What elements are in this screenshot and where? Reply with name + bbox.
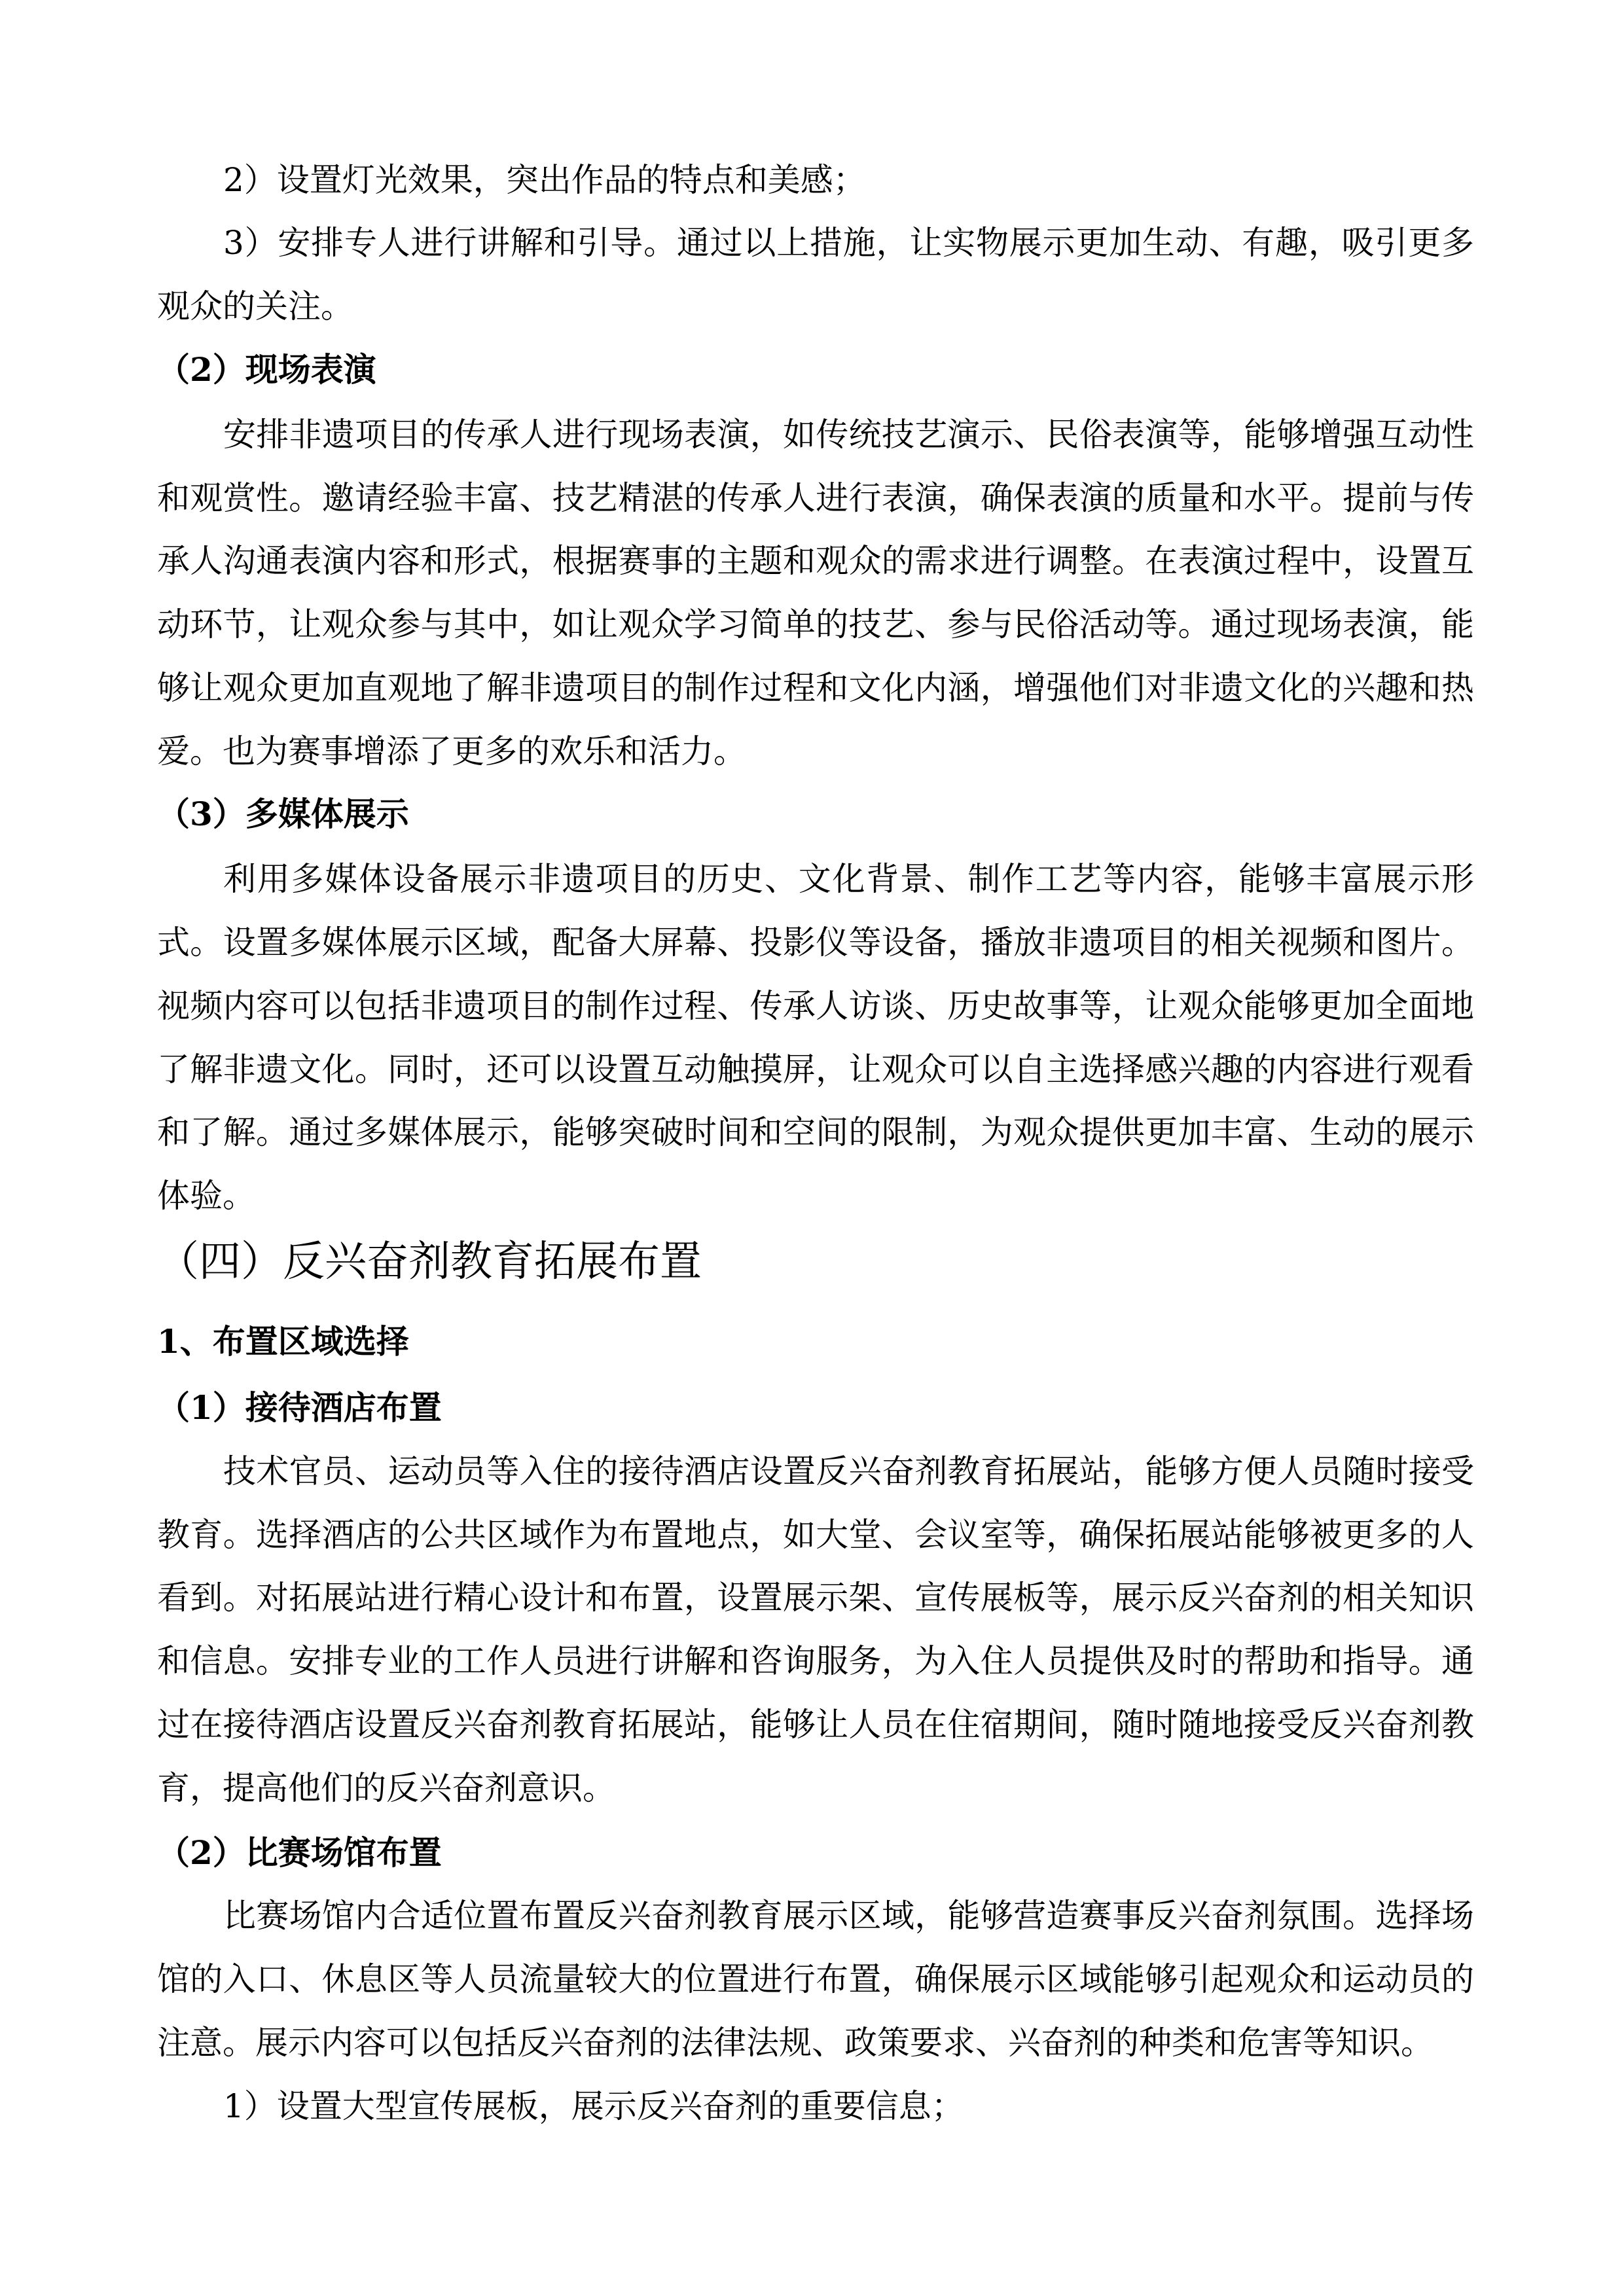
subsection-heading: （3）多媒体展示 bbox=[157, 795, 409, 833]
subsection-title: 1、布置区域选择 bbox=[157, 1322, 409, 1361]
paragraph-line: 爱。也为赛事增添了更多的欢乐和活力。 bbox=[157, 732, 746, 770]
paragraph-line: 注意。展示内容可以包括反兴奋剂的法律法规、政策要求、兴奋剂的种类和危害等知识。 bbox=[157, 2024, 1434, 2062]
paragraph-line: 3）安排专人进行讲解和引导。通过以上措施，让实物展示更加生动、有趣，吸引更多 bbox=[223, 224, 1474, 262]
paragraph-line: 和了解。通过多媒体展示，能够突破时间和空间的限制，为观众提供更加丰富、生动的展示 bbox=[157, 1113, 1474, 1151]
paragraph-line: 教育。选择酒店的公共区域作为布置地点，如大堂、会议室等，确保拓展站能够被更多的人 bbox=[157, 1516, 1474, 1554]
paragraph-line: 动环节，让观众参与其中，如让观众学习简单的技艺、参与民俗活动等。通过现场表演，能 bbox=[157, 605, 1474, 643]
paragraph-line: 和信息。安排专业的工作人员进行讲解和咨询服务，为入住人员提供及时的帮助和指导。通 bbox=[157, 1642, 1474, 1680]
paragraph-line: 安排非遗项目的传承人进行现场表演，如传统技艺演示、民俗表演等，能够增强互动性 bbox=[223, 416, 1474, 454]
paragraph-line: 了解非遗文化。同时，还可以设置互动触摸屏，让观众可以自主选择感兴趣的内容进行观看 bbox=[157, 1050, 1474, 1088]
paragraph-line: 式。设置多媒体展示区域，配备大屏幕、投影仪等设备，播放非遗项目的相关视频和图片。 bbox=[157, 924, 1474, 961]
paragraph-line: 视频内容可以包括非遗项目的制作过程、传承人访谈、历史故事等，让观众能够更加全面地 bbox=[157, 987, 1474, 1025]
subsection-heading: （1）接待酒店布置 bbox=[157, 1388, 442, 1427]
paragraph-line: 2）设置灯光效果，突出作品的特点和美感； bbox=[223, 161, 866, 199]
paragraph-line: 和观赏性。邀请经验丰富、技艺精湛的传承人进行表演，确保表演的质量和水平。提前与传 bbox=[157, 479, 1474, 517]
paragraph-line: 育，提高他们的反兴奋剂意识。 bbox=[157, 1769, 615, 1807]
paragraph-line: 够让观众更加直观地了解非遗项目的制作过程和文化内涵，增强他们对非遗文化的兴趣和热 bbox=[157, 669, 1474, 707]
paragraph-line: 利用多媒体设备展示非遗项目的历史、文化背景、制作工艺等内容，能够丰富展示形 bbox=[223, 860, 1474, 898]
subsection-heading: （2）现场表演 bbox=[157, 350, 376, 389]
section-heading: （四）反兴奋剂教育拓展布置 bbox=[157, 1238, 702, 1286]
paragraph-line: 看到。对拓展站进行精心设计和布置，设置展示架、宣传展板等，展示反兴奋剂的相关知识 bbox=[157, 1579, 1474, 1617]
paragraph-line: 过在接待酒店设置反兴奋剂教育拓展站，能够让人员在住宿期间，随时随地接受反兴奋剂教 bbox=[157, 1706, 1474, 1744]
paragraph-line: 观众的关注。 bbox=[157, 287, 353, 325]
paragraph-line: 承人沟通表演内容和形式，根据赛事的主题和观众的需求进行调整。在表演过程中，设置互 bbox=[157, 542, 1474, 580]
paragraph-line: 馆的入口、休息区等人员流量较大的位置进行布置，确保展示区域能够引起观众和运动员的 bbox=[157, 1960, 1474, 1998]
paragraph-line: 比赛场馆内合适位置布置反兴奋剂教育展示区域，能够营造赛事反兴奋剂氛围。选择场 bbox=[223, 1897, 1474, 1935]
paragraph-line: 技术官员、运动员等入住的接待酒店设置反兴奋剂教育拓展站，能够方便人员随时接受 bbox=[223, 1452, 1474, 1490]
subsection-heading: （2）比赛场馆布置 bbox=[157, 1833, 442, 1872]
paragraph-line: 1）设置大型宣传展板，展示反兴奋剂的重要信息； bbox=[223, 2087, 964, 2125]
paragraph-line: 体验。 bbox=[157, 1177, 255, 1215]
